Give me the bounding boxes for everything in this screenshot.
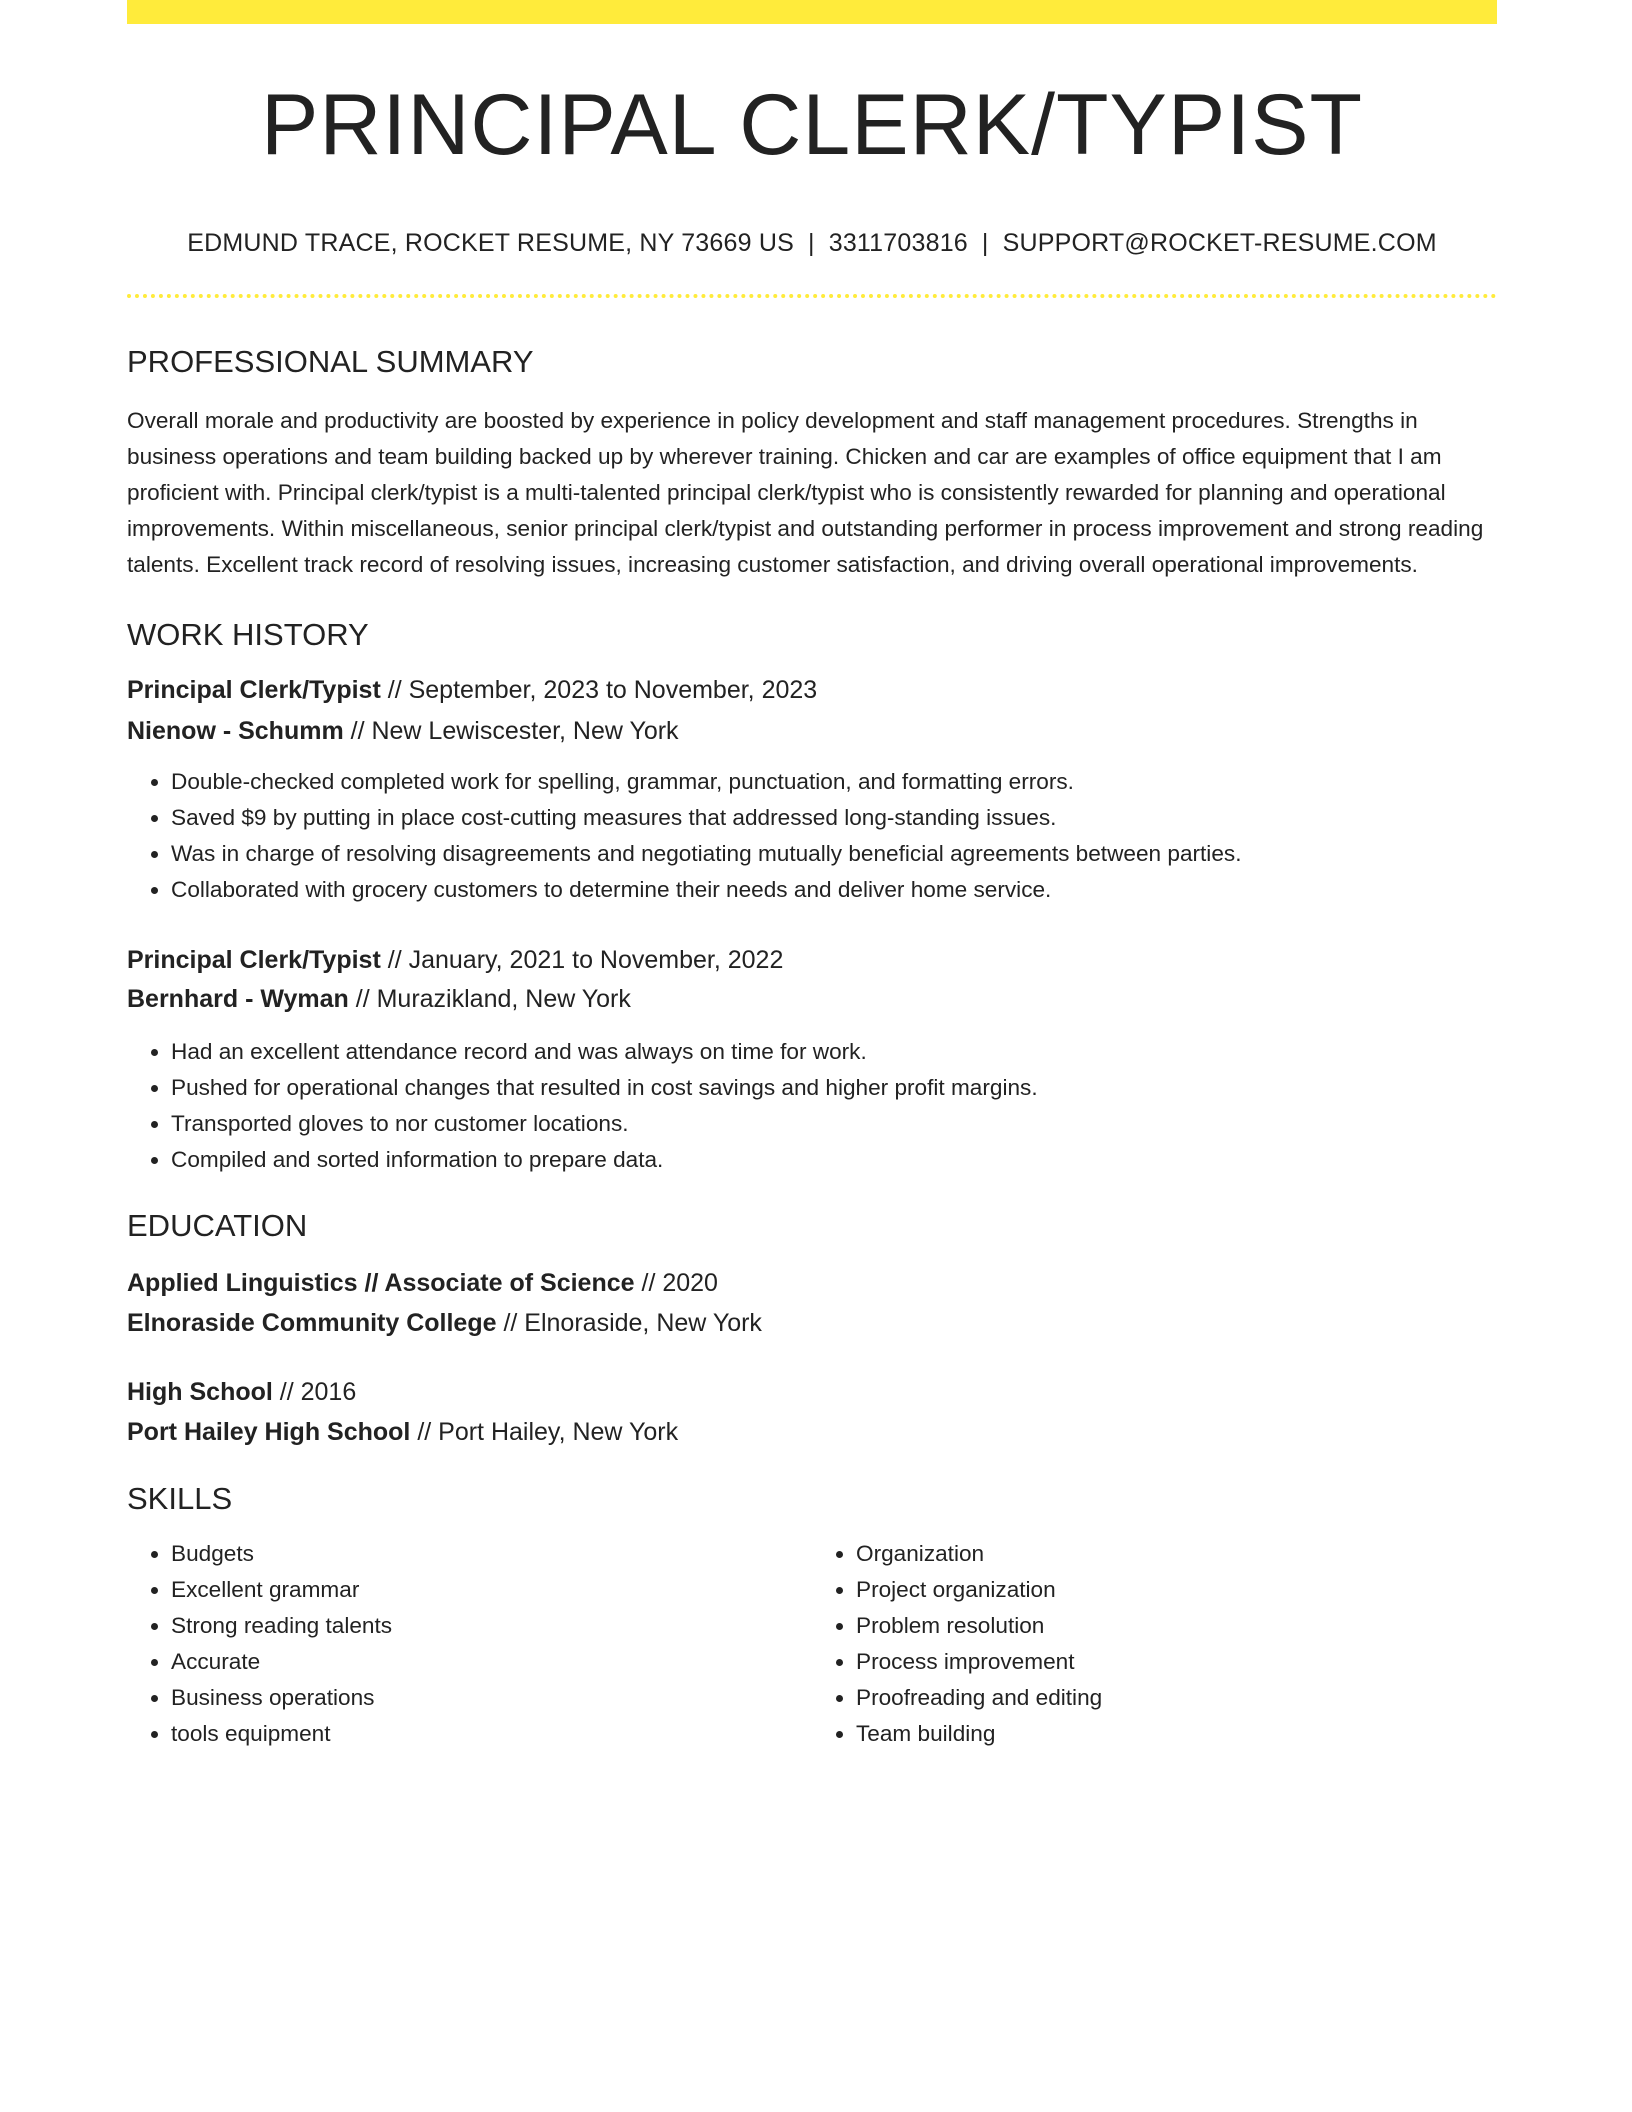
skill-item: • Accurate: [171, 1644, 812, 1680]
job-entry: [127, 678, 1497, 908]
contact-address: EDMUND TRACE, ROCKET RESUME, NY 73669 US: [187, 229, 795, 257]
job-bullets: [127, 764, 1497, 908]
education-school-line: [127, 1420, 1497, 1445]
skill-item: • Proofreading and editing: [856, 1680, 1497, 1716]
skill-item: • Strong reading talents: [171, 1608, 812, 1644]
education-degree-line: [127, 1380, 1497, 1405]
skill-item: • tools equipment: [171, 1716, 812, 1752]
job-bullet: • Had an excellent attendance record and was always on time for work.: [171, 1034, 1497, 1070]
skill-item: • Team building: [856, 1716, 1497, 1752]
summary-heading: PROFESSIONAL SUMMARY: [127, 344, 534, 379]
skill-item: • Organization: [856, 1536, 1497, 1572]
education-school: Elnoraside Community College: [127, 1309, 497, 1337]
job-bullet: • Transported gloves to nor customer locations.: [171, 1106, 1497, 1142]
job-company-line: [127, 719, 1497, 744]
dotted-divider: [127, 294, 1497, 298]
skill-item: • Business operations: [171, 1680, 812, 1716]
job-entry: [127, 948, 1497, 1178]
skills-column-right: [812, 1536, 1497, 1752]
contact-email: SUPPORT@ROCKET-RESUME.COM: [1002, 229, 1437, 257]
education-degree-line: [127, 1271, 1497, 1296]
page-title: PRINCIPAL CLERK/TYPIST: [260, 77, 1364, 173]
job-title-line: [127, 948, 1497, 973]
job-company: Bernhard - Wyman: [127, 985, 349, 1013]
job-dates: // September, 2023 to November, 2023: [380, 676, 818, 704]
contact-phone: 3311703816: [828, 229, 968, 257]
skill-item: • Project organization: [856, 1572, 1497, 1608]
skill-item: • Problem resolution: [856, 1608, 1497, 1644]
job-title: Principal Clerk/Typist: [127, 676, 381, 704]
job-bullet: • Compiled and sorted information to prepare data.: [171, 1142, 1497, 1178]
job-bullet: • Pushed for operational changes that resulted in cost savings and higher profit margins.: [171, 1070, 1497, 1106]
skill-item: • Budgets: [171, 1536, 812, 1572]
contact-separator: |: [981, 229, 989, 257]
skills-list: [127, 1536, 1497, 1752]
education-degree: High School: [127, 1378, 273, 1406]
top-accent-bar: [127, 0, 1497, 24]
job-title-line: [127, 678, 1497, 703]
job-bullet: • Saved $9 by putting in place cost-cutting measures that addressed long-standing issues.: [171, 800, 1497, 836]
job-bullets: [127, 1034, 1497, 1178]
education-school-line: [127, 1311, 1497, 1336]
education-year: // 2020: [634, 1269, 718, 1297]
job-location: // New Lewiscester, New York: [343, 717, 679, 745]
skill-item: • Process improvement: [856, 1644, 1497, 1680]
contact-line: [127, 231, 1497, 256]
job-location: // Murazikland, New York: [348, 985, 631, 1013]
skill-item: • Excellent grammar: [171, 1572, 812, 1608]
job-bullet: • Double-checked completed work for spelling, grammar, punctuation, and formatting errors.: [171, 764, 1497, 800]
skills-heading: SKILLS: [127, 1481, 233, 1516]
job-dates: // January, 2021 to November, 2022: [380, 946, 784, 974]
education-location: // Elnoraside, New York: [496, 1309, 762, 1337]
education-school: Port Hailey High School: [127, 1418, 411, 1446]
job-company-line: [127, 987, 1497, 1012]
job-bullet: • Collaborated with grocery customers to determine their needs and deliver home service.: [171, 872, 1497, 908]
education-location: // Port Hailey, New York: [410, 1418, 679, 1446]
education-heading: EDUCATION: [127, 1208, 308, 1243]
contact-separator: |: [808, 229, 815, 257]
work-history-heading: WORK HISTORY: [127, 617, 369, 652]
education-year: // 2016: [272, 1378, 357, 1406]
resume-page: [127, 0, 1497, 1752]
summary-text: Overall morale and productivity are boosted by experience in policy development and staff management procedures. Strengths in business operations and team building backed up by wherever training. Chicken and car are examples of office equipment that I am proficient with. Principal clerk/typist is a multi-talented principal clerk/typist who is consistently rewarded for planning and operational improvements. Within miscellaneous, senior principal clerk/typist and outstanding performer in process improvement and strong reading talents. Excellent track record of resolving issues, increasing customer satisfaction, and driving overall operational improvements.: [127, 408, 1484, 577]
education-entry: [127, 1271, 1497, 1336]
job-bullet: • Was in charge of resolving disagreements and negotiating mutually beneficial agreements between parties.: [171, 836, 1497, 872]
job-company: Nienow - Schumm: [127, 717, 344, 745]
job-title: Principal Clerk/Typist: [127, 946, 381, 974]
education-degree: Applied Linguistics // Associate of Science: [127, 1269, 635, 1297]
education-entry: [127, 1380, 1497, 1445]
skills-column-left: [127, 1536, 812, 1752]
